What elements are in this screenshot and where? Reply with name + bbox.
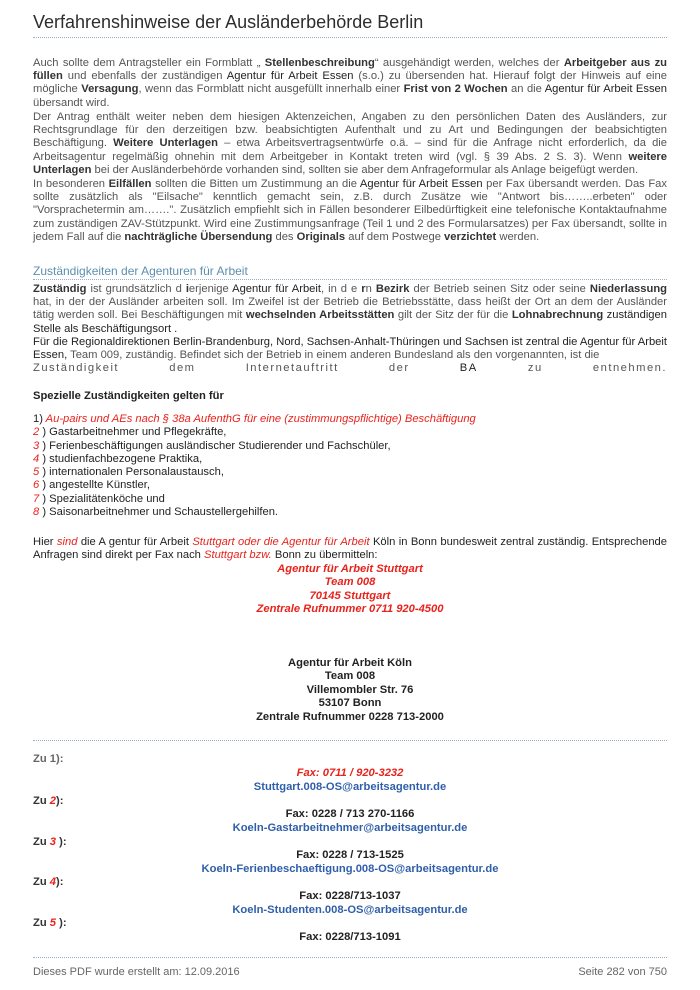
koeln-line-5: Zentrale Rufnummer 0228 713-2000 (256, 710, 444, 723)
zu-3-label: Zu 3 ): (33, 836, 67, 848)
list-item-number: 3 (33, 439, 40, 452)
fax-3: Fax: 0228 / 713-1525 (296, 849, 404, 861)
list-item-number: 8 (33, 506, 40, 519)
stuttgart-line-1: Agentur für Arbeit Stuttgart (277, 563, 423, 575)
list-item-text: ) Ferienbeschäftigungen ausländischer Studierender und Fachschüler, (39, 439, 391, 452)
list-item (33, 466, 476, 479)
special-heading: Spezielle Zuständigkeiten gelten für (33, 390, 224, 402)
list-item (33, 479, 476, 492)
page-title: Verfahrenshinweise der Ausländerbehörde Berlin (33, 12, 424, 32)
list-item-number: 4 (33, 452, 40, 465)
list-item-text: ) Spezialitätenköche und (39, 492, 165, 505)
koeln-line-4: 53107 Bonn (318, 697, 382, 710)
intro-paragraph-3: In besonderen Eilfällen sollten die Bitten um Zustimmung an die Agentur für Arbeit Essen per Fax übersandt werden. Das Fax sollte zusätzlich als "Eilsache" kenntlich gemacht sein, z.B. durch Zusätze wie "Antwort bis……..erbeten" oder "Vorsprachetermin am…….". Zusätzlich empfiehlt sich in Fällen besonderer Eilbedürftigkeit eine telefonische Kontaktaufnahme zum zuständigen ZAV-Stützpunkt. Wird eine Zustimmungsanfrage (Teil 1 und 2 des Formularsatzes) per Fax übersandt, sollte in jedem Fall auf die nachträgliche Übersendung des Originals auf dem Postwege verzichtet werden. (33, 178, 667, 243)
stuttgart-line-2: Team 008 (324, 576, 376, 589)
intro-paragraph-2: Der Antrag enthält weiter neben dem hiesigen Aktenzeichen, Angaben zu den persönlichen Daten des Ausländers, zur Rechtsgrundlage für den derzeitigen bzw. beabsichtigten Aufenthalt und zu Art und Bedingungen der beabsichtigten Beschäftigung. Weitere Unterlagen – etwa Arbeitsvertragsentwürfe o.ä. – sind für die Anfrage nicht erforderlich, da die Arbeitsagentur regelmäßig ohnehin mit dem Arbeitgeber in Kontakt treten wird (vgl. § 39 Abs. 2 S. 3). Wenn weitere Unterlagen bei der Ausländerbehörde vorhanden sind, sollten sie aber dem Anfrageformular als Anlage beigefügt werden. (33, 111, 668, 176)
email-1[interactable]: Stuttgart.008-OS@arbeitsagentur.de (253, 781, 447, 793)
section-paragraph-1: Zuständig ist grundsätzlich d ierjenige Agentur für Arbeit, in d e rn Bezirk der Betrieb seinen Sitz oder seine Niederlassung hat, in der der Ausländer arbeiten soll. Im Zweifel ist der Betrieb die Betriebsstätte, dass heißt der Ort an dem der Ausländer tätig werden soll. Bei Beschäftigungen mit wechselnden Arbeitsstätten gilt der Sitz der für die Lohnabrechnung zuständigen Stelle als Beschäftigungsort . (33, 283, 667, 335)
list-item-text: Au-pairs und AEs nach § 38a AufenthG für eine (zustimmungspflichtige) Beschäftigung (42, 413, 476, 425)
list-item-text: ) angestellte Künstler, (39, 479, 150, 492)
footer-divider (33, 957, 667, 958)
list-item (33, 413, 476, 426)
section-divider (33, 279, 667, 280)
list-item (33, 493, 476, 506)
list-item-number: 6 (33, 479, 40, 492)
footer-page-number: Seite 282 von 750 (578, 966, 667, 978)
list-item (33, 426, 476, 439)
fax-2: Fax: 0228 / 713 270-1166 (285, 808, 415, 820)
title-divider (33, 37, 667, 38)
footer-created-date: Dieses PDF wurde erstellt am: 12.09.2016 (33, 966, 240, 978)
special-list (33, 413, 476, 519)
list-item-number: 7 (33, 492, 40, 505)
list-item-text: ) Saisonarbeitnehmer und Schaustellergehilfen. (39, 506, 279, 519)
koeln-line-1: Agentur für Arbeit Köln (288, 657, 412, 669)
list-item (33, 453, 476, 466)
zu-5-label: Zu 5 ): (33, 917, 67, 929)
section-heading: Zuständigkeiten der Agenturen für Arbeit (33, 264, 248, 278)
stuttgart-line-3: 70145 Stuttgart (309, 589, 391, 602)
list-item-number: 5 (33, 466, 40, 479)
list-item-text: ) studienfachbezogene Praktika, (39, 452, 203, 465)
fax-1: Fax: 0711 / 920-3232 (296, 767, 404, 779)
fax-5: Fax: 0228/713-1091 (299, 931, 401, 943)
zu-4-label: Zu 4): (33, 876, 64, 888)
koeln-line-2: Team 008 (324, 670, 376, 683)
stuttgart-address (33, 563, 667, 617)
section-paragraph-2-last-line: Zuständigkeit dem Internetauftritt der BA zu entnehmen. (33, 362, 667, 374)
section-paragraph-2: Für die Regionaldirektionen Berlin-Brandenburg, Nord, Sachsen-Anhalt-Thüringen und Sachsen ist zentral die Agentur für Arbeit Essen, Team 009, zuständig. Befindet sich der Betrieb in einem anderen Bundesland als den vorgenannten, ist die (33, 336, 667, 362)
stuttgart-line-4: Zentrale Rufnummer 0711 920-4500 (256, 603, 444, 616)
list-item (33, 506, 476, 519)
intro-paragraph-1: Auch sollte dem Antragsteller ein Formblatt „ Stellenbeschreibung“ ausgehändigt werden, welches der Arbeitgeber aus zu füllen und ebenfalls der zuständigen Agentur für Arbeit Essen (s.o.) zu übersenden hat. Hierauf folgt der Hinweis auf eine mögliche Versagung, wenn das Formblatt nicht ausgefüllt innerhalb einer Frist von 2 Wochen an die Agentur für Arbeit Essen übersandt wird. (33, 57, 668, 109)
zu-2-label: Zu 2): (33, 795, 64, 807)
list-item-number: 2 (33, 426, 40, 439)
list-item-number: 1) (33, 413, 43, 425)
fax-4: Fax: 0228/713-1037 (299, 890, 401, 902)
koeln-line-3: Villemombler Str. 76 (306, 683, 414, 696)
list-item-text: ) Gastarbeitnehmer und Pflegekräfte, (39, 426, 227, 439)
list-item (33, 440, 476, 453)
contacts-divider (33, 740, 667, 741)
email-4[interactable]: Koeln-Studenten.008-OS@arbeitsagentur.de (232, 904, 468, 916)
email-3[interactable]: Koeln-Ferienbeschaeftigung.008-OS@arbeitsagentur.de (201, 863, 499, 875)
list-item-text: ) internationalen Personalaustausch, (39, 466, 224, 479)
hier-paragraph: Hier sind die A gentur für Arbeit Stuttgart oder die Agentur für Arbeit Köln in Bonn bundesweit zentral zuständig. Entsprechende Anfragen sind direkt per Fax nach Stuttgart bzw. Bonn zu übermitteln: (33, 536, 667, 562)
email-2[interactable]: Koeln-Gastarbeitnehmer@arbeitsagentur.de (232, 822, 468, 834)
zu-1-label: Zu 1): (33, 753, 64, 765)
koeln-address (33, 657, 667, 724)
